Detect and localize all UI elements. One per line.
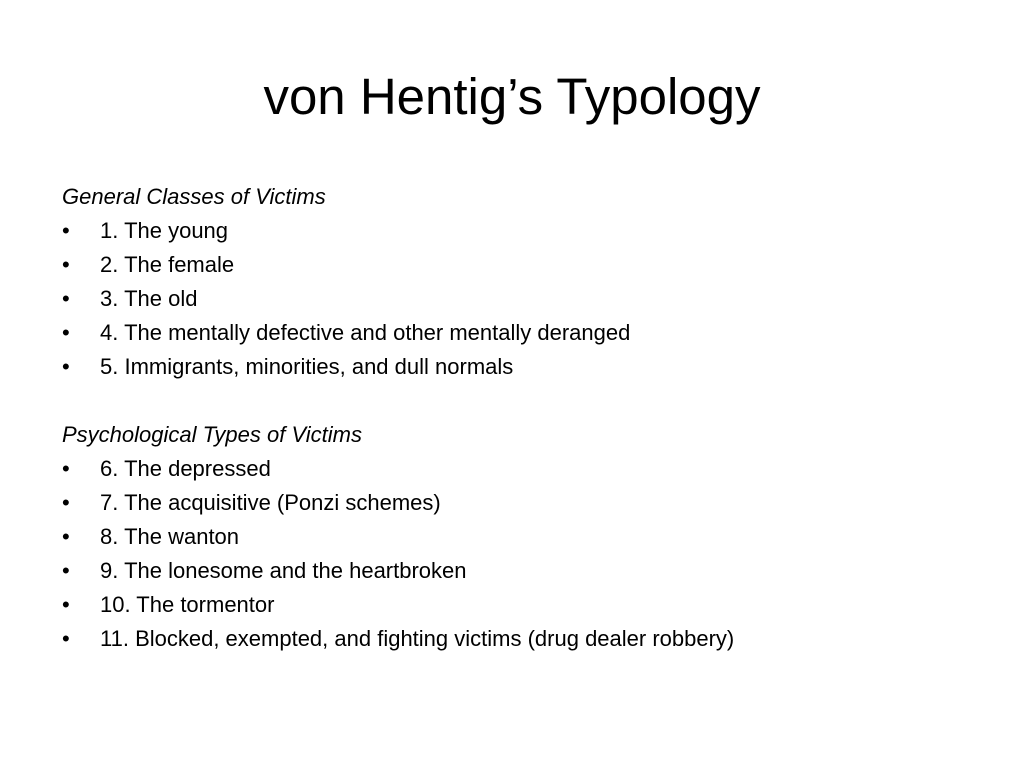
list-item	[62, 248, 982, 282]
list-item-text: 7. The acquisitive (Ponzi schemes)	[100, 490, 441, 515]
bullet-icon: •	[62, 524, 70, 549]
general-classes-list	[62, 214, 982, 384]
bullet-icon: •	[62, 218, 70, 243]
list-item-text: 10. The tormentor	[100, 592, 275, 617]
section-spacer	[62, 384, 982, 418]
bullet-icon: •	[62, 252, 70, 277]
list-item	[62, 520, 982, 554]
bullet-icon: •	[62, 626, 70, 651]
list-item-text: 11. Blocked, exempted, and fighting victims (drug dealer robbery)	[100, 626, 735, 651]
list-item	[62, 452, 982, 486]
list-item-text: 6. The depressed	[100, 456, 271, 481]
list-item	[62, 316, 982, 350]
bullet-icon: •	[62, 320, 70, 345]
list-item-text: 4. The mentally defective and other mentally deranged	[100, 320, 631, 345]
bullet-icon: •	[62, 592, 70, 617]
list-item	[62, 554, 982, 588]
list-item-text: 2. The female	[100, 252, 235, 277]
list-item-text: 9. The lonesome and the heartbroken	[100, 558, 467, 583]
list-item	[62, 214, 982, 248]
list-item	[62, 350, 982, 384]
slide-title: von Hentig’s Typology	[263, 68, 761, 125]
section-heading-general-classes: General Classes of Victims	[62, 184, 326, 209]
list-item	[62, 282, 982, 316]
list-item	[62, 486, 982, 520]
list-item	[62, 588, 982, 622]
list-item	[62, 622, 982, 656]
section-heading-psychological-types: Psychological Types of Victims	[62, 422, 362, 447]
bullet-icon: •	[62, 354, 70, 379]
bullet-icon: •	[62, 456, 70, 481]
list-item-text: 5. Immigrants, minorities, and dull normals	[100, 354, 514, 379]
bullet-icon: •	[62, 286, 70, 311]
list-item-text: 8. The wanton	[100, 524, 240, 549]
list-item-text: 3. The old	[100, 286, 198, 311]
list-item-text: 1. The young	[100, 218, 229, 243]
bullet-icon: •	[62, 558, 70, 583]
slide-content	[62, 180, 982, 656]
bullet-icon: •	[62, 490, 70, 515]
psychological-types-list	[62, 452, 982, 656]
